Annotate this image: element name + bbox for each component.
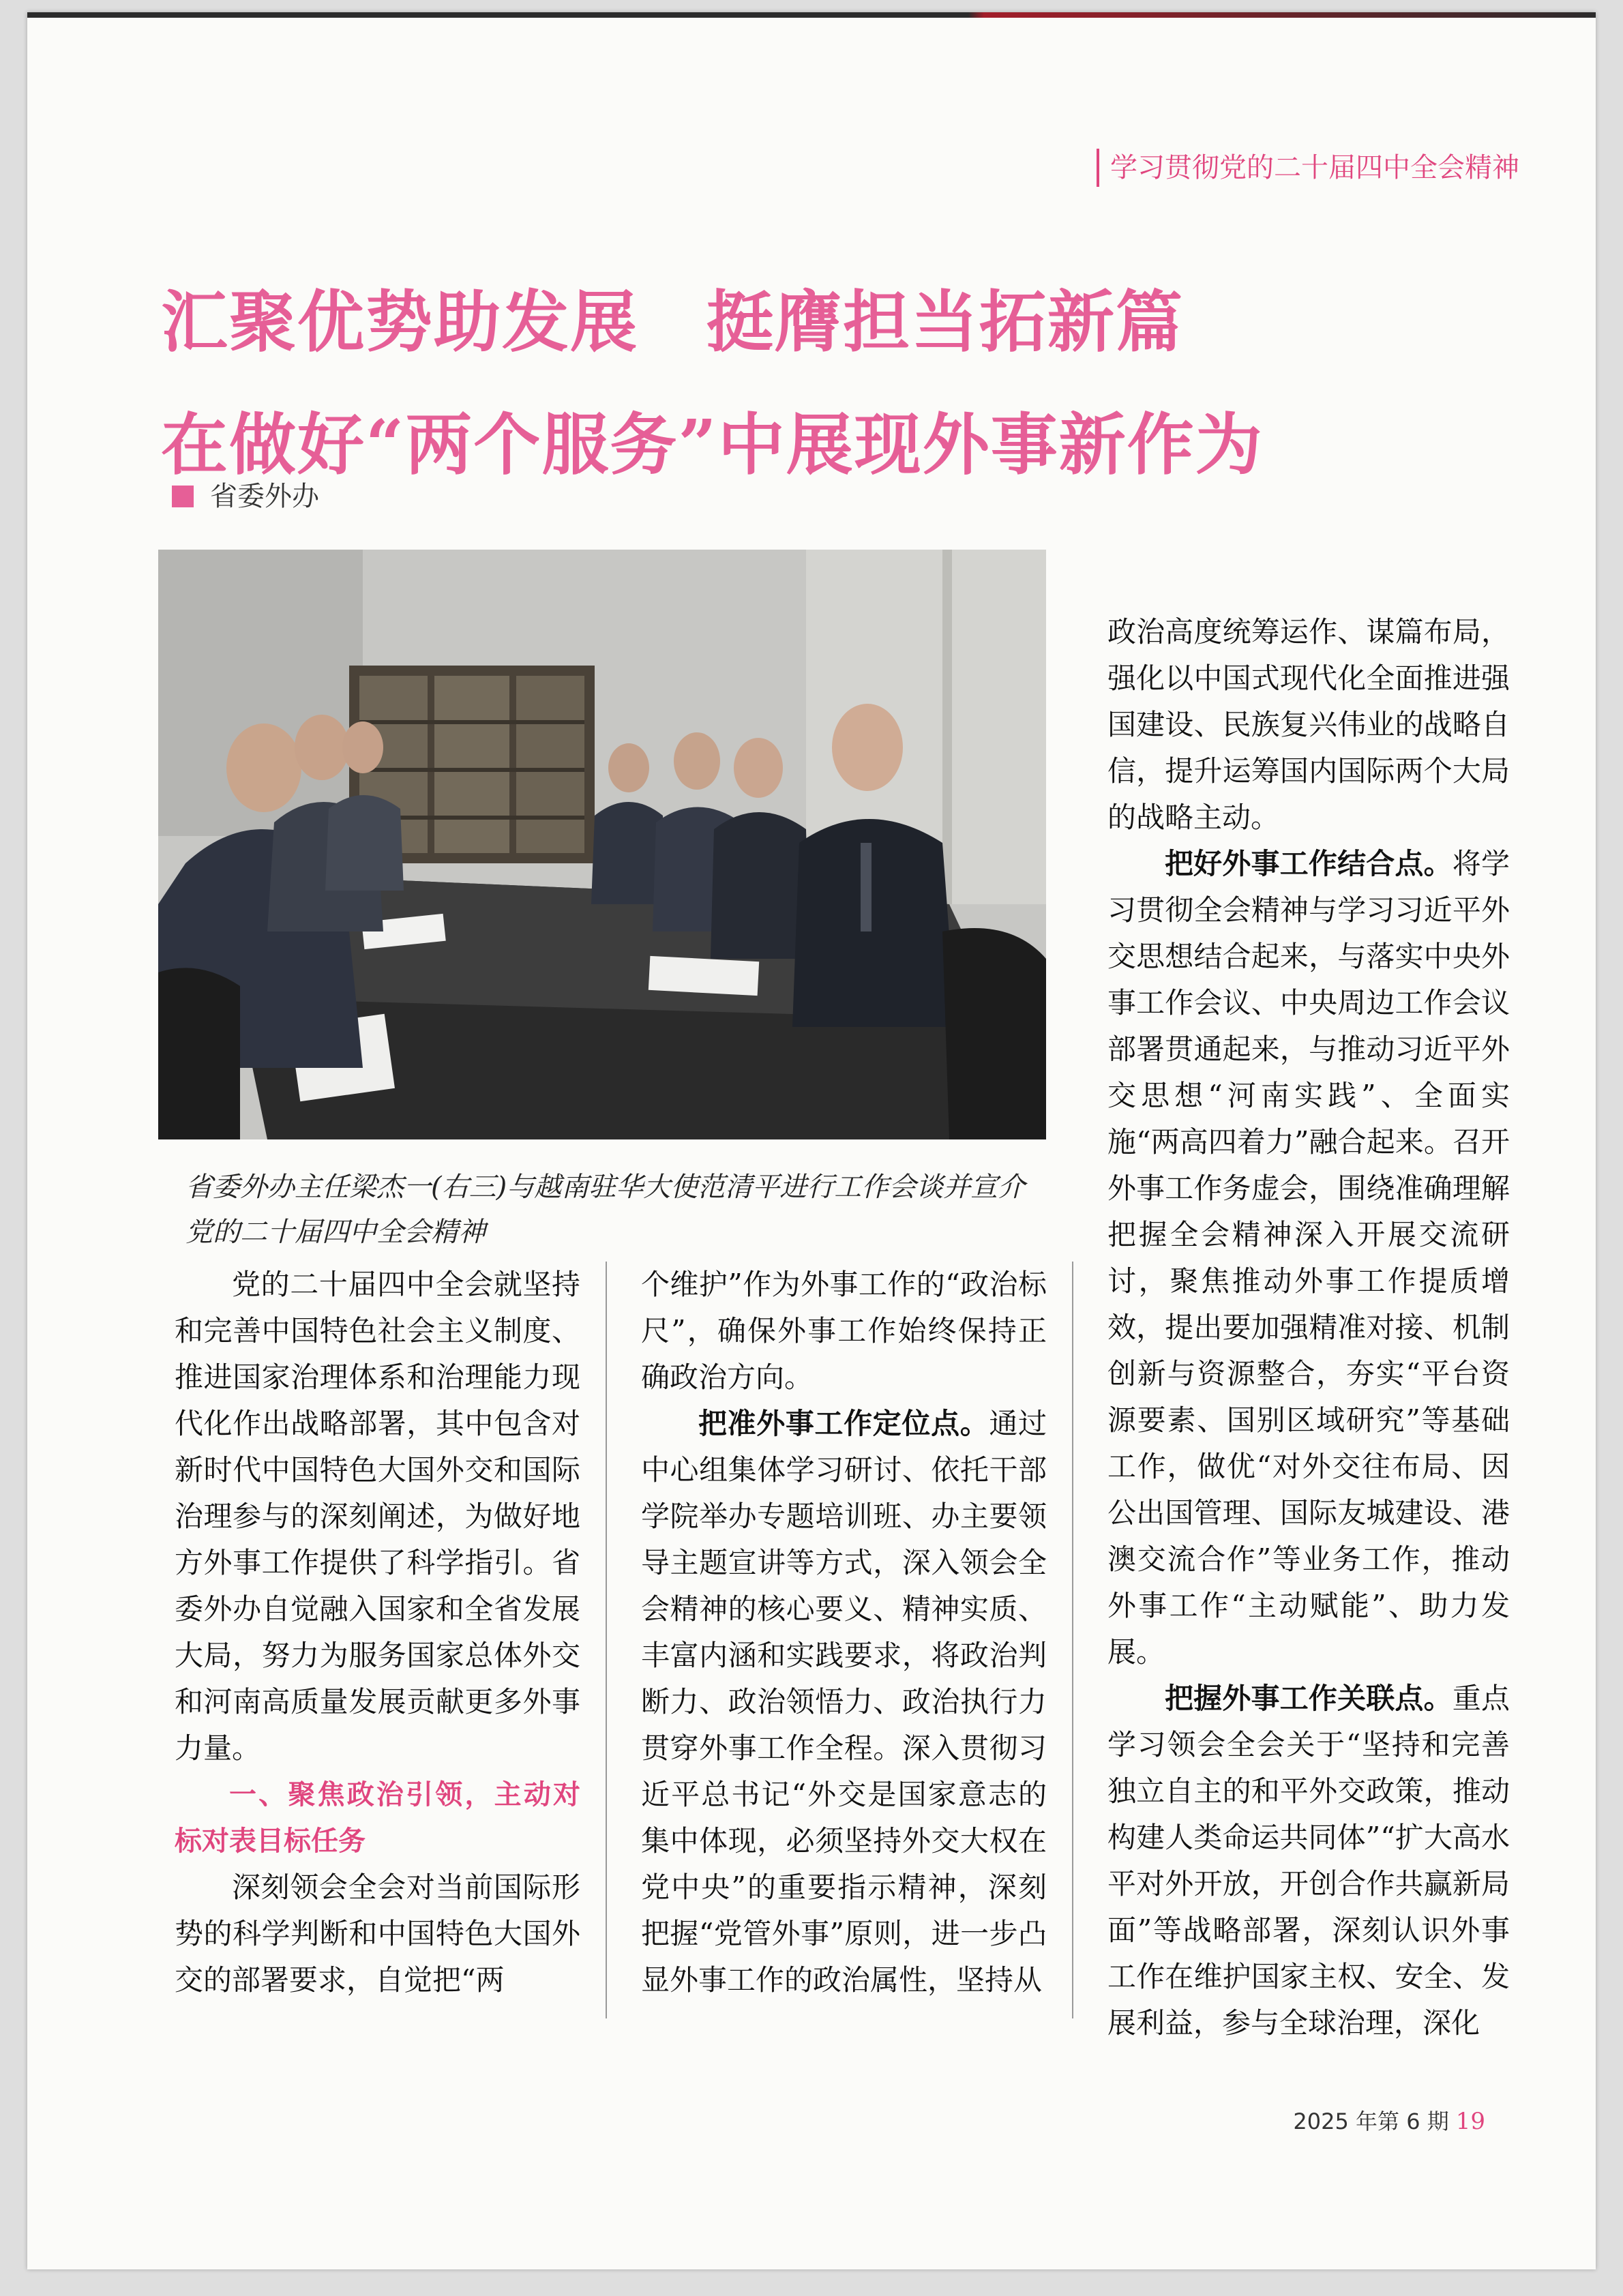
page-footer <box>1293 2104 1485 2136</box>
paragraph <box>1107 841 1510 1675</box>
article-title <box>161 261 1457 507</box>
section-label: 学习贯彻党的二十届四中全会精神 <box>1097 149 1519 187</box>
paragraph <box>1107 1675 1510 2046</box>
paragraph-body: 重点学习领会全会关于“坚持和完善独立自主的和平外交政策，推动构建人类命运共同体”“扩大高水平对外开放，开创合作共赢新局面”等战略部署，深刻认识外事工作在维护国家主权、安全、发展利益，参与全球治理，深化 <box>1107 1682 1510 2040</box>
column-divider <box>606 1262 607 2018</box>
section-heading-1: 一、聚焦政治引领，主动对标对表目标任务 <box>175 1779 580 1857</box>
column-1 <box>175 1262 580 2003</box>
paragraph: 政治高度统筹运作、谋篇布局，强化以中国式现代化全面推进强国建设、民族复兴伟业的战略自信，提升运筹国内国际两个大局的战略主动。 <box>1107 615 1510 834</box>
author-line <box>172 476 319 517</box>
meeting-photo <box>158 550 1046 1139</box>
paragraph: 党的二十届四中全会就坚持和完善中国特色社会主义制度、推进国家治理体系和治理能力现代化作出战略部署，其中包含对新时代中国特色大国外交和国际治理参与的深刻阐述，为做好地方外事工作提供了科学指引。省委外办自觉融入国家和全省发展大局，努力为服务国家总体外交和河南高质量发展贡献更多外事力量。 <box>175 1268 580 1765</box>
column-3 <box>1107 609 1510 2046</box>
page-number: 19 <box>1455 2108 1485 2135</box>
title-line-1: 汇聚优势助发展 挺膺担当拓新篇 <box>161 283 1185 361</box>
paragraph: 深刻领会全会对当前国际形势的科学判断和中国特色大国外交的部署要求，自觉把“两 <box>175 1870 580 1997</box>
top-edge-bar <box>27 12 1596 18</box>
paragraph-body: 将学习贯彻全会精神与学习习近平外交思想结合起来，与落实中央外事工作会议、中央周边工作会议部署贯通起来，与推动习近平外交思想“河南实践”、全面实施“两高四着力”融合起来。召开外事工作务虚会，围绕准确理解把握全会精神深入开展交流研讨，聚焦推动外事工作提质增效，提出要加强精准对接、机制创新与资源整合，夯实“平台资源要素、国别区域研究”等基础工作，做优“对外交往布局、因公出国管理、国际友城建设、港澳交流合作”等业务工作，推动外事工作“主动赋能”、助力发展。 <box>1107 847 1510 1669</box>
paragraph-lead: 把准外事工作定位点。 <box>698 1407 989 1440</box>
paragraph <box>641 1401 1047 2003</box>
meeting-photo-illustration <box>158 550 1046 1139</box>
author-name: 省委外办 <box>210 481 319 512</box>
paragraph-lead: 把好外事工作结合点。 <box>1165 847 1453 880</box>
column-2 <box>641 1262 1047 2003</box>
paragraph-lead: 把握外事工作关联点。 <box>1165 1682 1453 1715</box>
paragraph: 个维护”作为外事工作的“政治标尺”，确保外事工作始终保持正确政治方向。 <box>641 1268 1047 1394</box>
paragraph-body: 通过中心组集体学习研讨、依托干部学院举办专题培训班、办主要领导主题宣讲等方式，深入领会全会精神的核心要义、精神实质、丰富内涵和实践要求，将政治判断力、政治领悟力、政治执行力贯穿外事工作全程。深入贯彻习近平总书记“外交是国家意志的集中体现，必须坚持外交大权在党中央”的重要指示精神，深刻把握“党管外事”原则，进一步凸显外事工作的政治属性，坚持从 <box>641 1407 1047 1997</box>
square-bullet-icon <box>172 486 194 507</box>
title-line-2: 在做好“两个服务”中展现外事新作为 <box>161 406 1264 484</box>
column-divider <box>1072 1262 1073 2018</box>
magazine-page <box>27 12 1596 2269</box>
issue-label: 2025 年第 6 期 <box>1293 2108 1449 2134</box>
photo-caption: 省委外办主任梁杰一(右三)与越南驻华大使范清平进行工作会谈并宣介党的二十届四中全会精神 <box>185 1172 1026 1248</box>
